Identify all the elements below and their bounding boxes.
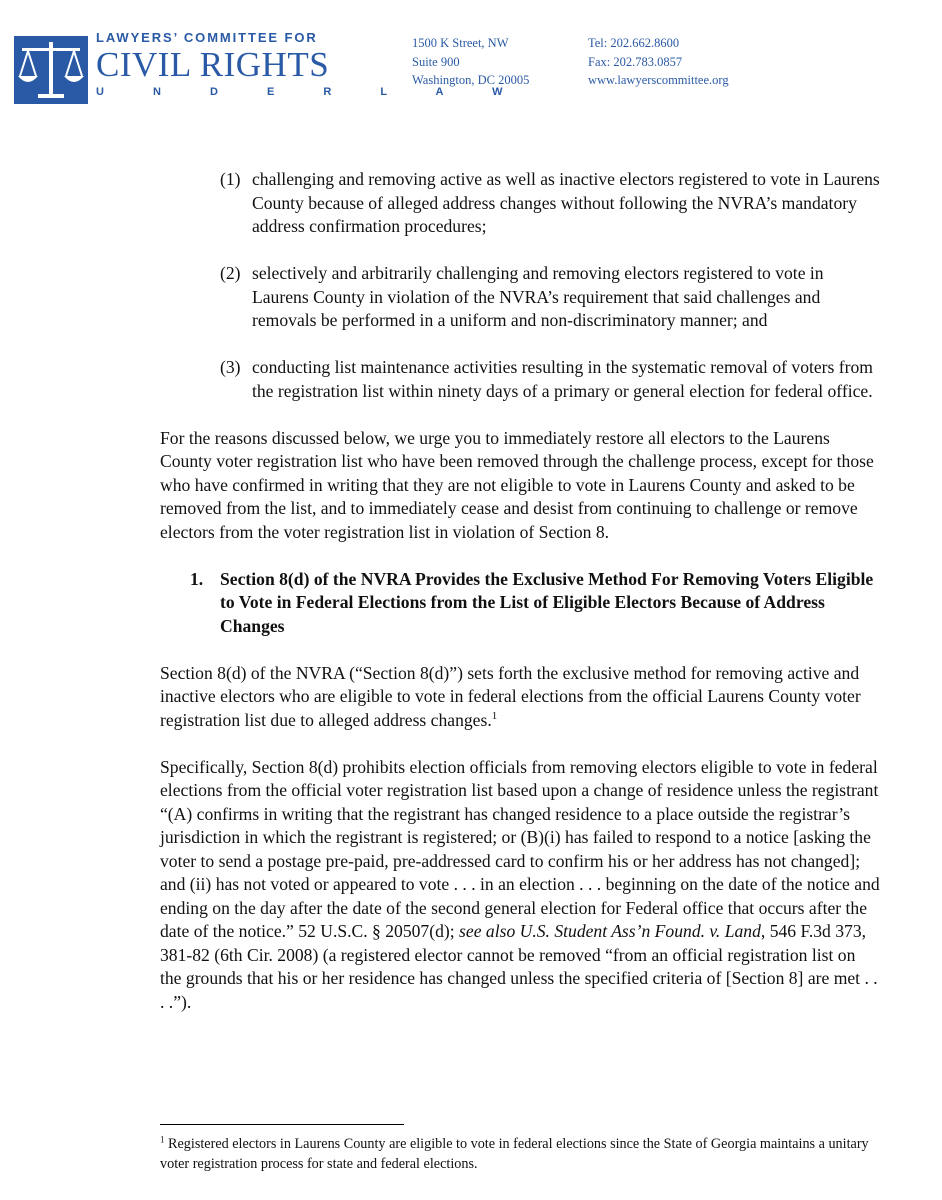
paragraph-specifically [160,756,880,1015]
telephone: Tel: 202.662.8600 [588,36,680,50]
list-item [160,168,880,239]
case-citation: see also U.S. Student Ass’n Found. v. Land [459,921,761,941]
section-title: Section 8(d) of the NVRA Provides the Exclusive Method For Removing Voters Eligible to Vote in Federal Elections from the List of Eligible Electors Because of Address Changes [220,568,874,636]
paragraph-text: Section 8(d) of the NVRA (“Section 8(d)”) sets forth the exclusive method for removing active and inactive electors who are eligible to vote in federal elections from the official Laurens County voter registration list due to alleged address changes. [160,662,861,730]
footnote-number: 1 [160,1134,165,1145]
paragraph-text: , 546 F.3d 373, 381-82 (6th Cir. 2008) (a registered elector cannot be removed “from an official registration list on the grounds that his or her residence has changed unless the specified criteria of [Section 8] are met . . . .”). [160,921,878,1012]
paragraph-request: For the reasons discussed below, we urge you to immediately restore all electors to the Laurens County voter registration list who have been removed through the challenge process, except for those who have confirmed in writing that they are not eligible to vote in Laurens County and asked to be removed from the list, and to immediately cease and desist from continuing to challenge or remove electors from the voter registration list in violation of Section 8. [160,427,874,542]
footnote [160,1134,880,1174]
address-line: Washington, DC 20005 [412,73,530,87]
scales-of-justice-logo-icon [14,36,88,104]
list-item-number: (3) [220,357,241,377]
footnote-divider [160,1124,404,1125]
footnote-text: Registered electors in Laurens County are eligible to vote in federal elections since the State of Georgia maintains a unitary voter registration process for state and federal elections. [160,1136,869,1172]
org-top-line: LAWYERS’ COMMITTEE FOR [96,30,318,45]
paragraph-section-8d [160,662,880,733]
paragraph-text: Specifically, Section 8(d) prohibits election officials from removing electors eligible to vote in federal elections from the official voter registration list based upon a change of residence unless the registrant “(A) confirms in writing that the registrant has changed residence to a place outside the registrar’s jurisdiction in which the registrant is registered; or (B)(i) has failed to respond to a notice [asking the voter to send a postage pre-paid, pre-addressed card to confirm his or her address has not changed]; and (ii) has not voted or appeared to vote . . . in an election . . . beginning on the date of the notice and ending on the day after the date of the second general election for Federal office that occurs after the date of the notice.” 52 U.S.C. § 20507(d); [160,756,880,941]
letterhead [0,0,942,120]
list-item [160,262,880,333]
org-main-line: CIVIL RIGHTS [96,45,330,84]
address-line: 1500 K Street, NW [412,36,509,50]
section-heading [160,568,880,639]
list-item-text: conducting list maintenance activities resulting in the systematic removal of voters from the registration list within ninety days of a primary or general election for federal office. [252,357,873,401]
letter-body [160,168,880,1038]
section-number: 1. [190,568,204,589]
list-item-number: (1) [220,169,241,189]
website-link[interactable]: www.lawyerscommittee.org [588,73,729,87]
postal-address [412,34,529,90]
address-line: Suite 900 [412,54,460,69]
list-item-number: (2) [220,263,241,283]
footnote-reference[interactable]: 1 [491,709,498,722]
list-item-text: challenging and removing active as well as inactive electors registered to vote in Laurens County because of alleged address changes without following the NVRA’s mandatory address confirmation procedures; [252,169,880,236]
list-item-text: selectively and arbitrarily challenging and removing electors registered to vote in Laurens County in violation of the NVRA’s requirement that said challenges and removals be performed in a uniform and non-discriminatory manner; and [252,263,824,330]
fax: Fax: 202.783.0857 [588,54,683,69]
contact-info [588,34,729,90]
org-sub-line: U N D E R L A W [96,86,506,98]
list-item [160,356,880,403]
